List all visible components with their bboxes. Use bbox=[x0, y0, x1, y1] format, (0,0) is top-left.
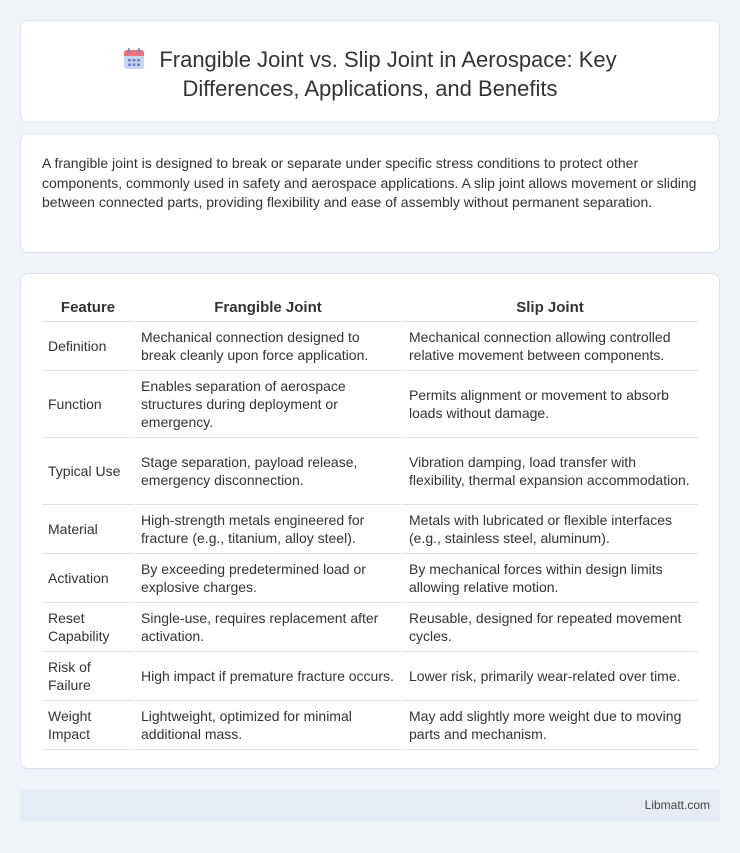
frangible-cell: By exceeding predetermined load or explosive charges. bbox=[134, 553, 402, 602]
footer-bar bbox=[20, 790, 720, 822]
slip-cell: May add slightly more weight due to moving parts and mechanism. bbox=[402, 700, 698, 749]
table-row bbox=[42, 651, 698, 700]
table-row bbox=[42, 504, 698, 553]
table-row bbox=[42, 700, 698, 749]
frangible-cell: Lightweight, optimized for minimal additional mass. bbox=[134, 700, 402, 749]
slip-cell: Mechanical connection allowing controlled relative movement between components. bbox=[402, 321, 698, 370]
slip-cell: Permits alignment or movement to absorb loads without damage. bbox=[402, 370, 698, 437]
frangible-cell: High-strength metals engineered for fracture (e.g., titanium, alloy steel). bbox=[134, 504, 402, 553]
title-line-1: Frangible Joint vs. Slip Joint in Aerospace: Key bbox=[159, 47, 617, 72]
frangible-cell: High impact if premature fracture occurs. bbox=[134, 651, 402, 700]
feature-cell: Risk of Failure bbox=[42, 651, 134, 700]
slip-cell: Lower risk, primarily wear-related over time. bbox=[402, 651, 698, 700]
intro-card bbox=[20, 133, 720, 253]
frangible-cell: Enables separation of aerospace structures during deployment or emergency. bbox=[134, 370, 402, 437]
feature-cell: Definition bbox=[42, 321, 134, 370]
footer-brand-link[interactable]: Libmatt.com bbox=[644, 798, 710, 812]
header-slip-joint: Slip Joint bbox=[402, 295, 698, 321]
feature-cell: Reset Capability bbox=[42, 602, 134, 651]
header-frangible-joint: Frangible Joint bbox=[134, 295, 402, 321]
feature-cell: Weight Impact bbox=[42, 700, 134, 749]
frangible-cell: Stage separation, payload release, emergency disconnection. bbox=[134, 437, 402, 504]
table-row bbox=[42, 321, 698, 370]
table-row bbox=[42, 437, 698, 504]
frangible-cell: Single-use, requires replacement after activation. bbox=[134, 602, 402, 651]
feature-cell: Function bbox=[42, 370, 134, 437]
comparison-table bbox=[42, 295, 698, 750]
page-title bbox=[21, 45, 719, 103]
feature-cell: Material bbox=[42, 504, 134, 553]
header-feature: Feature bbox=[42, 295, 134, 321]
intro-paragraph: A frangible joint is designed to break or separate under specific stress conditions to protect other components, commonly used in safety and aerospace applications. A slip joint allows movement or sliding between connected parts, providing flexibility and ease of assembly without permanent separation. bbox=[42, 155, 697, 210]
slip-cell: Metals with lubricated or flexible interfaces (e.g., stainless steel, aluminum). bbox=[402, 504, 698, 553]
feature-cell: Activation bbox=[42, 553, 134, 602]
title-line-2: Differences, Applications, and Benefits bbox=[182, 76, 558, 101]
slip-cell: Reusable, designed for repeated movement cycles. bbox=[402, 602, 698, 651]
slip-cell: Vibration damping, load transfer with flexibility, thermal expansion accommodation. bbox=[402, 437, 698, 504]
title-card bbox=[20, 20, 720, 123]
feature-cell: Typical Use bbox=[42, 437, 134, 504]
calendar-icon bbox=[123, 48, 145, 70]
table-row bbox=[42, 553, 698, 602]
table-row bbox=[42, 602, 698, 651]
table-row bbox=[42, 370, 698, 437]
table-header-row bbox=[42, 295, 698, 321]
slip-cell: By mechanical forces within design limits allowing relative motion. bbox=[402, 553, 698, 602]
frangible-cell: Mechanical connection designed to break cleanly upon force application. bbox=[134, 321, 402, 370]
comparison-card bbox=[20, 273, 720, 769]
